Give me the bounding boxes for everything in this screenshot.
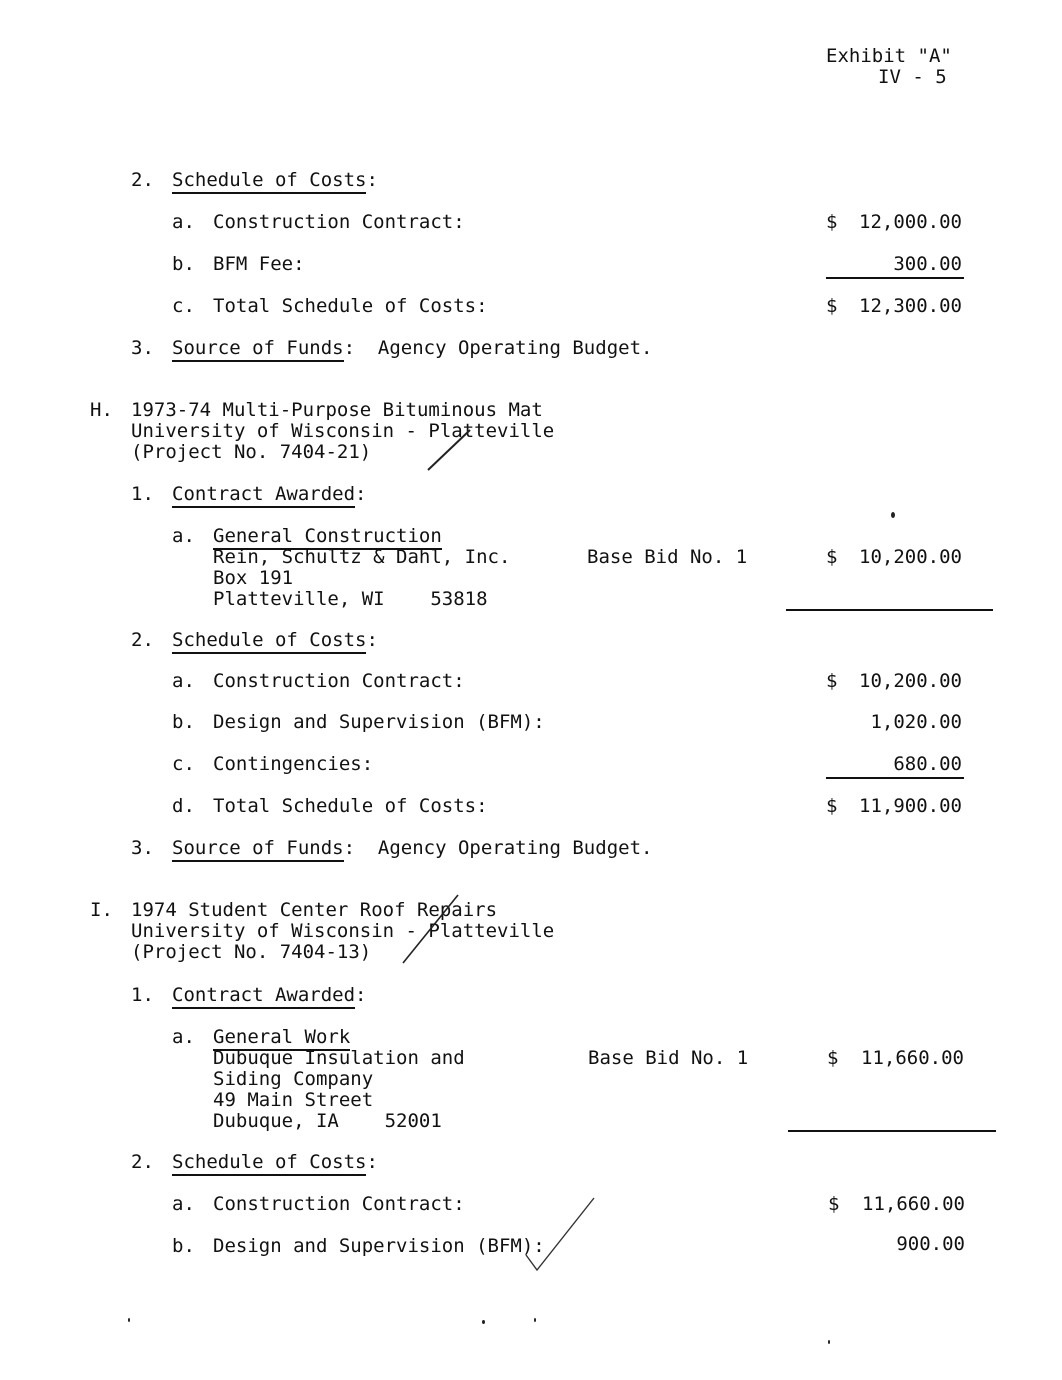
contractor-address: 49 Main Street — [213, 1089, 374, 1111]
row-label: Design and Supervision (BFM): — [213, 711, 545, 733]
colon: : — [366, 1151, 378, 1173]
dollar-sign: $ — [828, 1193, 840, 1215]
work-type — [213, 1027, 350, 1048]
subtotal-rule — [826, 277, 964, 279]
contractor-address: Box 191 — [213, 567, 294, 589]
row-amount: 11,900.00 — [859, 795, 962, 817]
row-amount: 12,300.00 — [859, 295, 962, 317]
contractor-name: Rein, Schultz & Dahl, Inc. — [213, 546, 511, 568]
row-amount: 11,660.00 — [862, 1193, 965, 1215]
section-letter: I. — [90, 899, 113, 921]
schedule-heading — [172, 630, 378, 651]
project-campus: University of Wisconsin - Platteville — [131, 920, 555, 942]
row-amount: 680.00 — [893, 753, 962, 775]
contract-heading-text: Contract Awarded — [172, 984, 355, 1009]
list-number: 3. — [131, 337, 154, 359]
dollar-sign: $ — [826, 670, 838, 692]
contractor-name-cont: Siding Company — [213, 1068, 374, 1090]
colon: : — [355, 984, 367, 1006]
bid-label: Base Bid No. 1 — [588, 1047, 749, 1069]
section-letter: H. — [90, 399, 113, 421]
work-type-text: General Work — [213, 1026, 350, 1051]
work-type-text: General Construction — [213, 525, 442, 550]
schedule-heading — [172, 1152, 378, 1173]
dollar-sign: $ — [826, 211, 838, 233]
contract-heading-text: Contract Awarded — [172, 483, 355, 508]
contractor-city: Platteville, WI 53818 — [213, 588, 488, 610]
row-letter: c. — [172, 753, 195, 775]
list-number: 1. — [131, 483, 154, 505]
source-text: : Agency Operating Budget. — [343, 837, 653, 859]
row-letter: a. — [172, 1026, 195, 1048]
list-number: 3. — [131, 837, 154, 859]
exhibit-label: Exhibit "A" — [826, 45, 952, 67]
row-amount: 12,000.00 — [859, 211, 962, 233]
contract-rule — [788, 1130, 996, 1132]
contract-amount: 10,200.00 — [859, 546, 962, 568]
schedule-heading-text: Schedule of Costs — [172, 169, 366, 194]
row-letter: c. — [172, 295, 195, 317]
list-number: 2. — [131, 1151, 154, 1173]
project-campus: University of Wisconsin - Platteville — [131, 420, 555, 442]
list-number: 1. — [131, 984, 154, 1006]
page-number: IV - 5 — [878, 66, 947, 88]
scan-speck — [482, 1320, 485, 1324]
row-label: Construction Contract: — [213, 670, 465, 692]
source-heading-text: Source of Funds — [172, 837, 344, 862]
contract-amount: 11,660.00 — [861, 1047, 964, 1069]
contract-heading — [172, 484, 366, 505]
row-letter: d. — [172, 795, 195, 817]
row-label: Construction Contract: — [213, 211, 465, 233]
row-label: Total Schedule of Costs: — [213, 295, 488, 317]
source-of-funds — [172, 338, 652, 359]
list-number: 2. — [131, 629, 154, 651]
colon: : — [366, 169, 378, 191]
project-number: (Project No. 7404-21) — [131, 441, 372, 463]
scan-speck — [828, 1340, 830, 1344]
schedule-heading-text: Schedule of Costs — [172, 629, 366, 654]
row-label: BFM Fee: — [213, 253, 305, 275]
row-amount: 900.00 — [896, 1233, 965, 1255]
row-amount: 300.00 — [893, 253, 962, 275]
contract-heading — [172, 985, 366, 1006]
contract-rule — [786, 609, 993, 611]
row-letter: b. — [172, 1235, 195, 1257]
scan-speck — [534, 1318, 536, 1322]
list-number: 2. — [131, 169, 154, 191]
row-label: Contingencies: — [213, 753, 374, 775]
source-text: : Agency Operating Budget. — [343, 337, 653, 359]
row-amount: 1,020.00 — [870, 711, 962, 733]
row-label: Construction Contract: — [213, 1193, 465, 1215]
colon: : — [366, 629, 378, 651]
dollar-sign: $ — [826, 795, 838, 817]
row-amount: 10,200.00 — [859, 670, 962, 692]
dollar-sign: $ — [826, 546, 838, 568]
row-letter: b. — [172, 711, 195, 733]
row-letter: b. — [172, 253, 195, 275]
subtotal-rule — [826, 777, 964, 779]
check-mark-icon — [0, 0, 1, 1]
dollar-sign: $ — [827, 1047, 839, 1069]
contractor-city: Dubuque, IA 52001 — [213, 1110, 442, 1132]
colon: : — [355, 483, 367, 505]
row-label: Design and Supervision (BFM): — [213, 1235, 545, 1257]
scan-speck — [891, 512, 895, 518]
row-label: Total Schedule of Costs: — [213, 795, 488, 817]
project-number: (Project No. 7404-13) — [131, 941, 372, 963]
row-letter: a. — [172, 670, 195, 692]
bid-label: Base Bid No. 1 — [587, 546, 748, 568]
source-heading-text: Source of Funds — [172, 337, 344, 362]
project-title: 1973-74 Multi-Purpose Bituminous Mat — [131, 399, 543, 421]
schedule-heading — [172, 170, 378, 191]
row-letter: a. — [172, 525, 195, 547]
project-title: 1974 Student Center Roof Repairs — [131, 899, 498, 921]
contractor-name: Dubuque Insulation and — [213, 1047, 465, 1069]
scan-speck — [128, 1318, 130, 1322]
schedule-heading-text: Schedule of Costs — [172, 1151, 366, 1176]
source-of-funds — [172, 838, 652, 859]
row-letter: a. — [172, 1193, 195, 1215]
row-letter: a. — [172, 211, 195, 233]
dollar-sign: $ — [826, 295, 838, 317]
work-type — [213, 526, 442, 547]
